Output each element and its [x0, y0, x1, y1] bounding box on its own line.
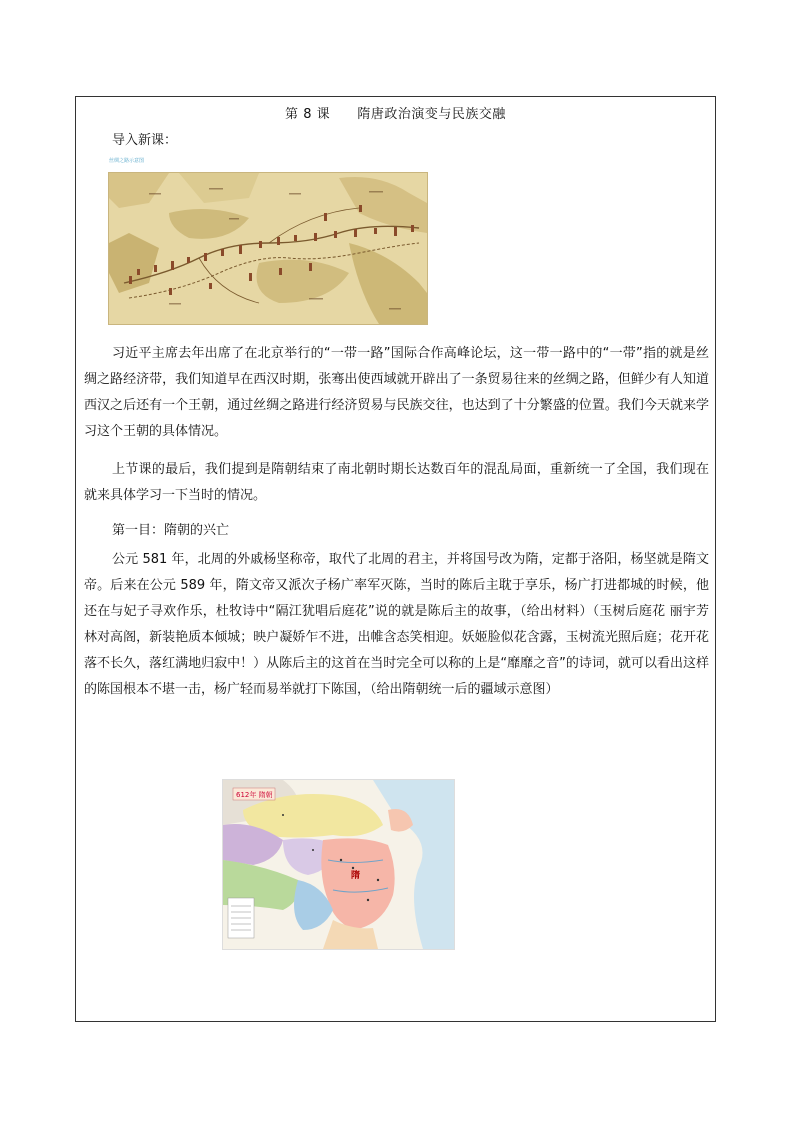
sui-map-year-label: 612年 隋朝	[236, 791, 273, 799]
silk-road-map-image	[108, 172, 428, 325]
silk-road-map-title: 丝绸之路示意图	[109, 158, 145, 164]
sui-territory-map-image	[222, 779, 455, 950]
lesson-number-suffix: 课	[316, 107, 331, 122]
intro-label: 导入新课：	[112, 133, 178, 148]
sui-history-paragraph: 公元 581 年，北周的外戚杨坚称帝，取代了北周的君主，并将国号改为隋，定都于洛阳，杨坚就是隋文帝。后来在公元 589 年，隋文帝又派次子杨广率军灭陈，当时的陈后主耽于享乐，杨广打进都城的时候，他还在与妃子寻欢作乐，杜牧诗中“隔江犹唱后庭花”说的就是陈后主的故事，（给出材料）（玉树后庭花 丽宇芳林对高阁，新装艳质本倾城；映户凝娇乍不进，出帷含态笑相迎。妖姬脸似花含露，玉树流光照后庭；花开花落不长久，落红满地归寂中！）从陈后主的这首在当时完全可以称的上是“靡靡之音”的诗词，就可以看出这样的陈国根本不堪一击，杨广轻而易举就打下陈国，（给出隋朝统一后的疆域示意图）	[84, 552, 709, 697]
lesson-number: 8	[303, 107, 312, 122]
lesson-number-prefix: 第	[285, 107, 299, 122]
lesson-name: 隋唐政治演变与民族交融	[357, 107, 506, 122]
section-heading: 第一目：隋朝的兴亡	[112, 523, 230, 538]
sui-territory-map-icon	[223, 780, 454, 949]
sui-map-center-label: 隋	[351, 871, 361, 881]
silk-road-map-icon	[109, 173, 427, 324]
intro-paragraph: 习近平主席去年出席了在北京举行的“一带一路”国际合作高峰论坛，这一带一路中的“一带”指的就是丝绸之路经济带，我们知道早在西汉时期，张骞出使西域就开辟出了一条贸易往来的丝绸之路，但鲜少有人知道西汉之后还有一个王朝，通过丝绸之路进行经济贸易与民族交往，也达到了十分繁盛的位置。我们今天就来学习这个王朝的具体情况。	[84, 346, 709, 439]
review-paragraph: 上节课的最后，我们提到是隋朝结束了南北朝时期长达数百年的混乱局面，重新统一了全国，我们现在就来具体学习一下当时的情况。	[84, 462, 709, 503]
content-frame	[75, 96, 716, 1022]
lesson-title	[76, 103, 715, 122]
